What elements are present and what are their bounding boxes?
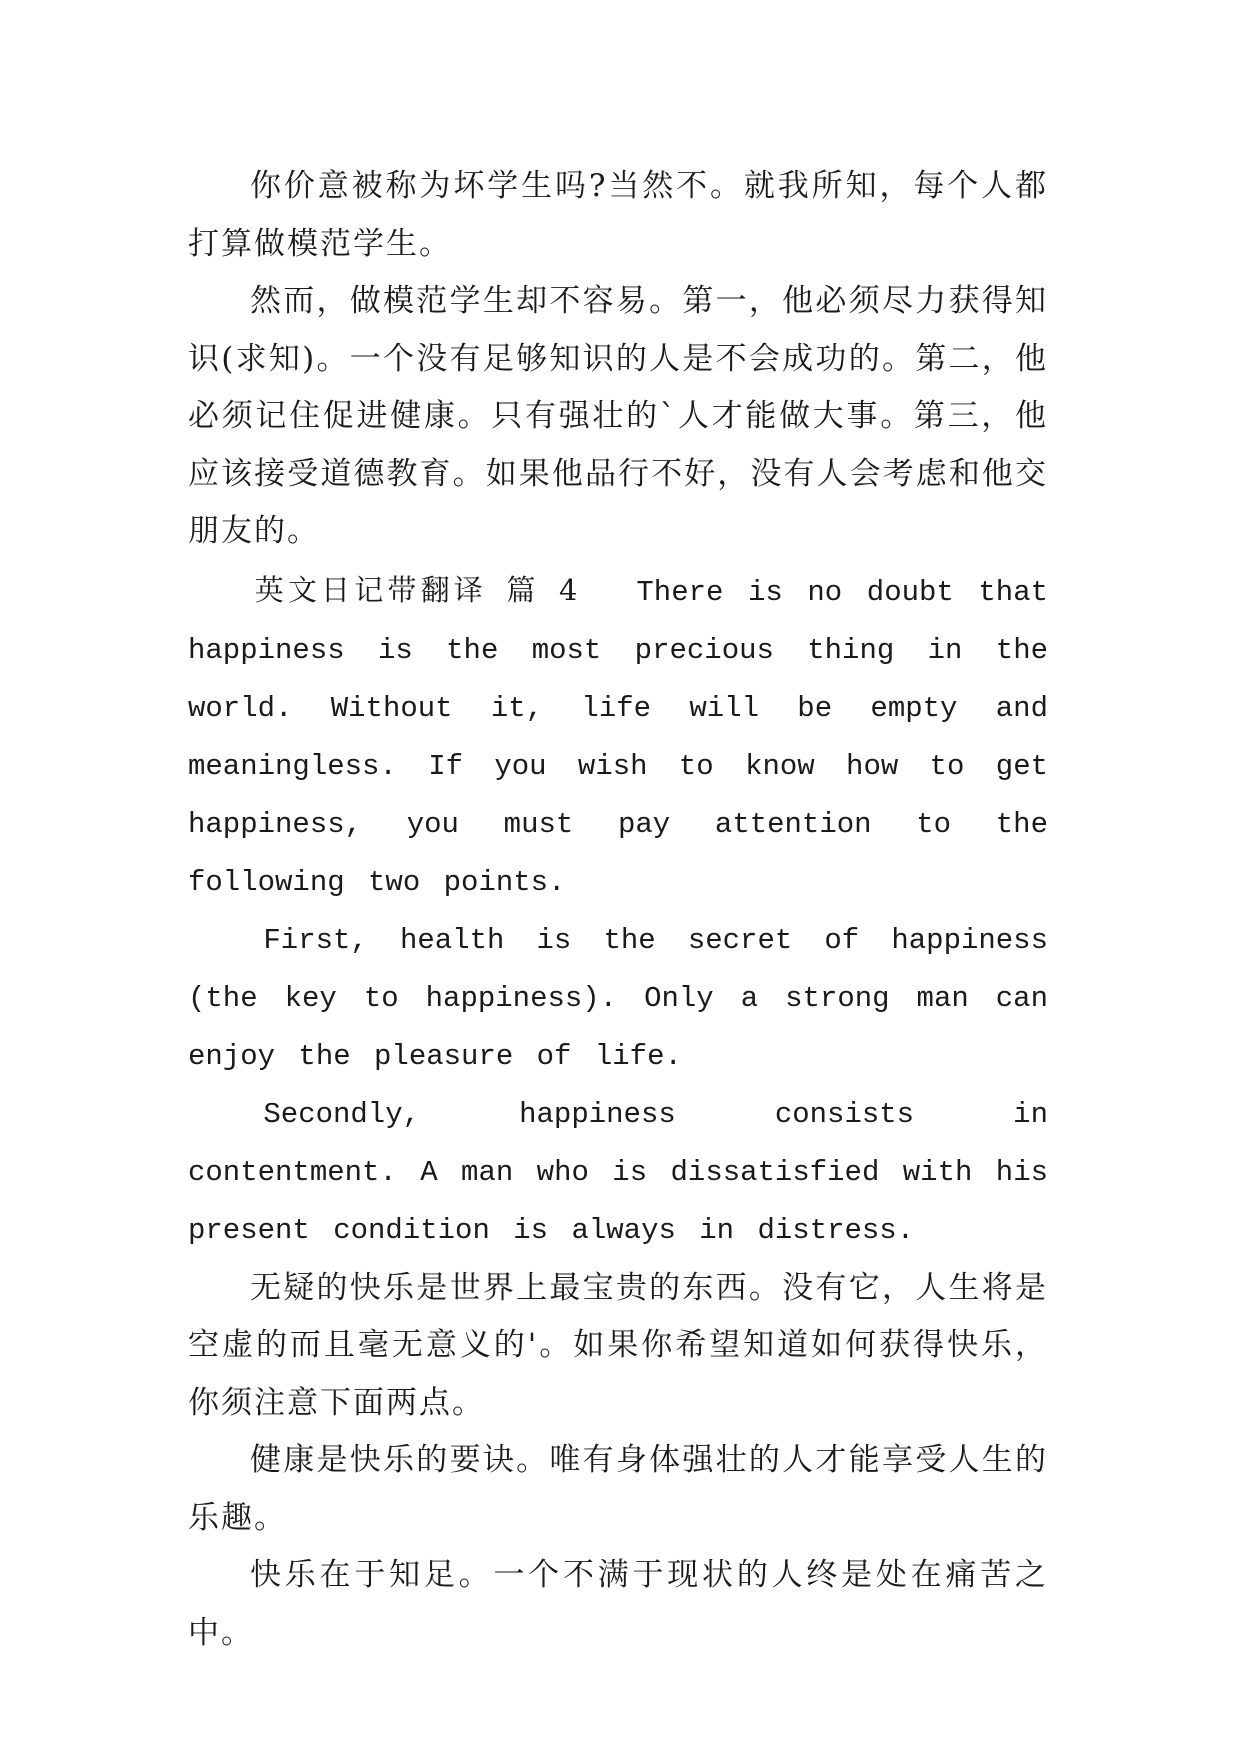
document-page xyxy=(188,158,1048,1662)
section-heading: 英文日记带翻译 篇 4 xyxy=(254,572,581,607)
paragraph: 健康是快乐的要诀。唯有身体强壮的人才能享受人生的乐趣。 xyxy=(188,1442,1048,1536)
paragraph: 无疑的快乐是世界上最宝贵的东西。没有它，人生将是空虚的而且毫无意义的'。如果你希望知道如何获得快乐，你须注意下面两点。 xyxy=(188,1269,1048,1421)
paragraph: Secondly, happiness consists in contentment. A man who is dissatisfied with his present condition is always in distress. xyxy=(188,1097,1048,1247)
paragraph: 然而，做模范学生却不容易。第一，他必须尽力获得知识(求知)。一个没有足够知识的人是不会成功的。第二，他必须记住促进健康。只有强壮的`人才能做大事。第三，他应该接受道德教育。如果他品行不好，没有人会考虑和他交朋友的。 xyxy=(188,283,1048,549)
paragraph: 你价意被称为坏学生吗?当然不。就我所知，每个人都打算做模范学生。 xyxy=(188,168,1048,262)
paragraph: 快乐在于知足。一个不满于现状的人终是处在痛苦之中。 xyxy=(188,1557,1048,1651)
paragraph-text: There is no doubt that happiness is the most precious thing in the world. Without it, life will be empty and meaningless. If you wish to know how to get happiness, you must pay attention to the following two points. xyxy=(188,575,1048,899)
paragraph: First, health is the secret of happiness (the key to happiness). Only a strong man can enjoy the pleasure of life. xyxy=(188,923,1048,1073)
paragraph-with-heading xyxy=(188,561,1048,912)
